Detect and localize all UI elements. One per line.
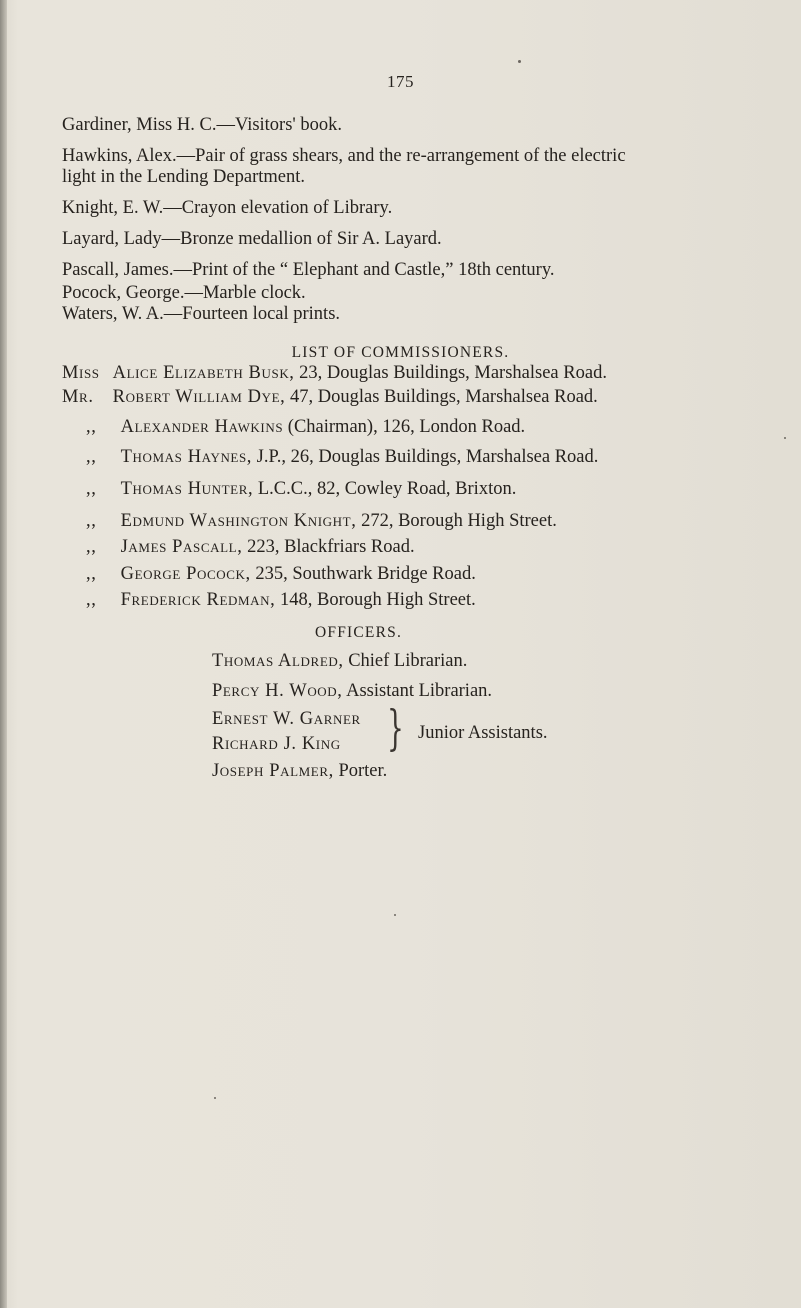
commissioner-row [86, 563, 476, 585]
paper-speck [784, 437, 786, 439]
officer-role: Porter. [338, 761, 388, 781]
commissioner-details: 235, Southwark Bridge Road. [255, 564, 476, 584]
paper-speck [394, 914, 396, 916]
ditto-mark: ,, [86, 479, 97, 499]
commissioner-name: Alexander Hawkins [120, 417, 284, 437]
officer-role: Junior Assistants. [418, 723, 548, 743]
paper-speck [518, 60, 521, 63]
donation-entry-continued: light in the Lending Department. [62, 167, 306, 187]
officer-role: Chief Librarian. [348, 651, 468, 671]
commissioner-row [86, 478, 516, 500]
officer-row [212, 760, 387, 782]
commissioner-details: 148, Borough High Street. [280, 590, 476, 610]
commissioner-row [86, 536, 415, 558]
commissioner-row [86, 589, 476, 611]
ditto-mark: ,, [86, 590, 97, 610]
commissioner-name: Robert William Dye, [112, 387, 286, 407]
page-number: 175 [387, 72, 414, 91]
donation-entry: Knight, E. W.—Crayon elevation of Library. [62, 198, 393, 218]
commissioner-details: 272, Borough High Street. [361, 511, 557, 531]
donation-entry: Waters, W. A.—Fourteen local prints. [62, 304, 341, 324]
officers-heading: OFFICERS. [315, 624, 403, 641]
ditto-mark: ,, [86, 511, 97, 531]
commissioner-title: Miss [62, 363, 100, 383]
commissioner-details: L.C.C., 82, Cowley Road, Brixton. [257, 479, 517, 499]
paper-speck [214, 1097, 216, 1099]
officer-name: Thomas Aldred, [212, 651, 344, 671]
commissioner-details: (Chairman), 126, London Road. [287, 417, 526, 437]
commissioner-details: 23, Douglas Buildings, Marshalsea Road. [299, 363, 607, 383]
commissioner-name: George Pocock, [120, 564, 251, 584]
donation-entry: Hawkins, Alex.—Pair of grass shears, and the re-arrangement of the electric [62, 146, 626, 166]
commissioner-row [86, 416, 525, 438]
officer-row [212, 680, 492, 702]
officer-row [212, 650, 467, 672]
commissioner-details: 47, Douglas Buildings, Marshalsea Road. [290, 387, 598, 407]
ditto-mark: ,, [86, 537, 97, 557]
commissioner-name: James Pascall, [120, 537, 243, 557]
brace-symbol: } [387, 700, 404, 756]
page-gutter [0, 0, 7, 1308]
commissioner-details: 223, Blackfriars Road. [247, 537, 415, 557]
officer-name: Richard J. King [212, 734, 341, 754]
commissioners-heading: LIST OF COMMISSIONERS. [291, 344, 510, 361]
ditto-mark: ,, [86, 417, 97, 437]
officer-name: Percy H. Wood, [212, 681, 343, 701]
commissioner-name: Thomas Haynes, [120, 447, 253, 467]
commissioner-row [86, 446, 598, 468]
ditto-mark: ,, [86, 447, 97, 467]
commissioner-row [86, 510, 557, 532]
officer-name: Joseph Palmer, [212, 761, 334, 781]
commissioner-name: Edmund Washington Knight, [120, 511, 357, 531]
commissioner-title: Mr. [62, 387, 94, 407]
commissioner-name: Frederick Redman, [120, 590, 276, 610]
donation-entry: Pascall, James.—Print of the “ Elephant and Castle,” 18th century. [62, 260, 555, 280]
donation-entry: Layard, Lady—Bronze medallion of Sir A. Layard. [62, 229, 442, 249]
commissioner-row [62, 386, 598, 408]
ditto-mark: ,, [86, 564, 97, 584]
commissioner-name: Thomas Hunter, [120, 479, 254, 499]
commissioner-row [62, 362, 607, 384]
donation-entry: Gardiner, Miss H. C.—Visitors' book. [62, 115, 343, 135]
donation-entry: Pocock, George.—Marble clock. [62, 283, 306, 303]
commissioner-name: Alice Elizabeth Busk, [112, 363, 295, 383]
officer-name: Ernest W. Garner [212, 709, 361, 729]
officer-role: Assistant Librarian. [346, 681, 493, 701]
commissioner-details: J.P., 26, Douglas Buildings, Marshalsea Road. [256, 447, 599, 467]
